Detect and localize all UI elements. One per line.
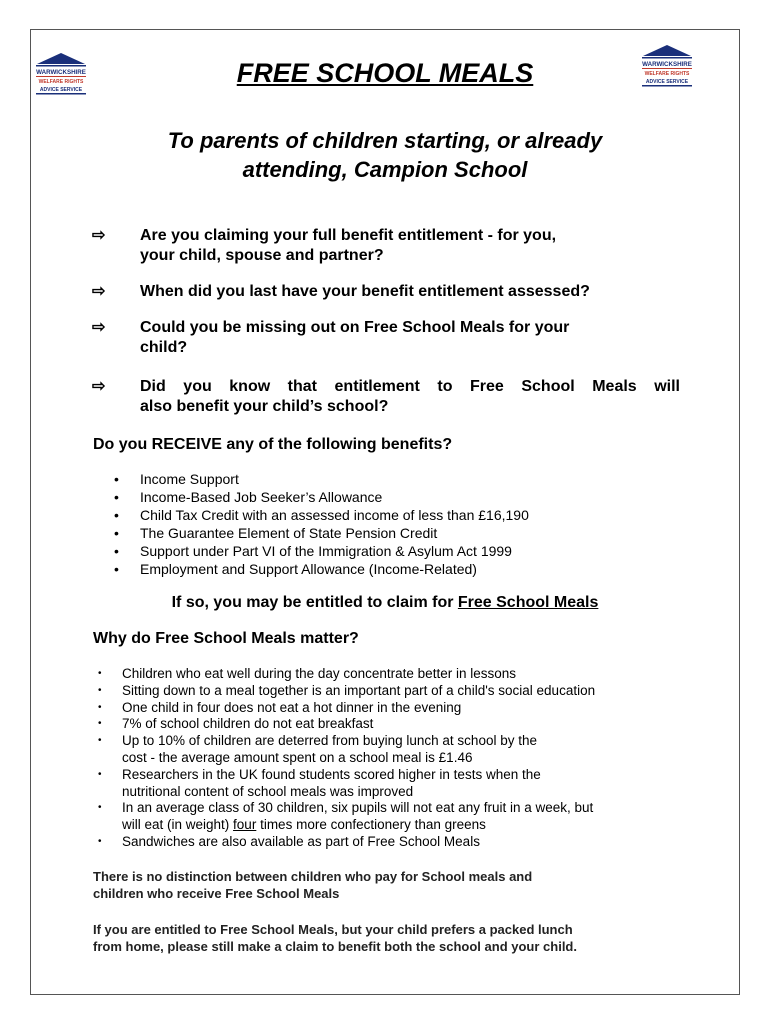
logo-line3: ADVICE SERVICE — [645, 79, 689, 85]
matter-text-part: times more confectionery than greens — [256, 817, 486, 833]
benefits-heading: Do you RECEIVE any of the following benefits? — [93, 436, 453, 453]
question-1-line2: your child, spouse and partner? — [140, 247, 384, 264]
entitled-statement — [0, 594, 770, 612]
note-packed-lunch — [93, 921, 693, 955]
bullet-icon: • — [98, 718, 102, 730]
logo-line3: ADVICE SERVICE — [39, 87, 83, 93]
note-distinction-line2: children who receive Free School Meals — [93, 886, 340, 901]
matter-text-line2: nutritional content of school meals was improved — [122, 783, 414, 799]
list-item — [93, 834, 693, 851]
bullet-icon: • — [98, 684, 102, 696]
bullet-icon: • — [114, 471, 119, 487]
subtitle — [0, 126, 770, 184]
list-item — [93, 716, 693, 733]
bullet-icon: • — [98, 802, 102, 814]
bullet-icon: • — [98, 835, 102, 847]
matter-text: One child in four does not eat a hot dinner in the evening — [122, 699, 462, 715]
matter-text: Sitting down to a meal together is an important part of a child's social education — [122, 682, 596, 698]
benefit-text: Child Tax Credit with an assessed income of less than £16,190 — [140, 507, 529, 523]
page-title: FREE SCHOOL MEALS — [236, 58, 534, 88]
list-item — [93, 800, 693, 834]
logo-line2: WELFARE RIGHTS — [644, 71, 690, 77]
bullet-icon: • — [114, 543, 119, 559]
matter-text: Up to 10% of children are deterred from buying lunch at school by the — [122, 733, 537, 749]
question-4-line2: also benefit your child’s school? — [140, 398, 389, 415]
benefit-text: Employment and Support Allowance (Income-Related) — [140, 561, 477, 577]
logo-line1: WARWICKSHIRE — [642, 61, 692, 68]
matter-text: In an average class of 30 children, six pupils will not eat any fruit in a week, but — [122, 800, 594, 816]
arrow-icon: ⇨ — [92, 227, 106, 244]
list-item — [92, 470, 652, 488]
question-2-line1: When did you last have your benefit entitlement assessed? — [140, 283, 590, 300]
arrow-icon: ⇨ — [92, 319, 106, 336]
matter-text: Children who eat well during the day concentrate better in lessons — [122, 666, 516, 681]
list-item — [93, 683, 693, 700]
matter-text-line2: cost - the average amount spent on a school meal is £1.46 — [122, 749, 473, 765]
question-4-line1: Did you know that entitlement to Free School Meals will — [140, 378, 680, 395]
bullet-icon: • — [114, 489, 119, 505]
matter-text-underlined: four — [233, 817, 257, 833]
note-packed-lunch-line1: If you are entitled to Free School Meals, but your child prefers a packed lunch — [93, 922, 573, 937]
entitled-emphasis: Free School Meals — [457, 594, 599, 611]
matter-text: Researchers in the UK found students scored higher in tests when the — [122, 766, 541, 782]
question-3-line2: child? — [140, 339, 188, 356]
list-item — [93, 733, 693, 767]
question-3-line1: Could you be missing out on Free School Meals for your — [140, 319, 570, 336]
list-item — [93, 700, 693, 717]
matter-text-part: will eat (in weight) — [122, 817, 234, 833]
matter-text: Sandwiches are also available as part of Free School Meals — [122, 833, 480, 849]
subtitle-line1: To parents of children starting, or already — [167, 128, 603, 153]
list-item — [92, 560, 652, 578]
note-packed-lunch-line2: from home, please still make a claim to benefit both the school and your child. — [93, 939, 577, 954]
question-1-line1: Are you claiming your full benefit entitlement - for you, — [140, 227, 557, 244]
bullet-icon: • — [114, 561, 119, 577]
benefit-text: Income Support — [140, 471, 239, 487]
bullet-icon: • — [114, 507, 119, 523]
bullet-icon: • — [114, 525, 119, 541]
matter-list — [93, 666, 693, 851]
list-item — [92, 524, 652, 542]
subtitle-line2: attending, Campion School — [242, 157, 528, 182]
list-item — [93, 767, 693, 801]
matter-heading: Why do Free School Meals matter? — [93, 630, 359, 647]
matter-text-line2 — [122, 817, 693, 834]
logo-line2: WELFARE RIGHTS — [38, 79, 84, 85]
list-item — [92, 488, 652, 506]
benefits-list — [92, 470, 652, 578]
list-item — [92, 542, 652, 560]
list-item — [93, 666, 693, 683]
logo-line1: WARWICKSHIRE — [36, 69, 86, 76]
entitled-prefix: If so, you may be entitled to claim for — [171, 594, 458, 611]
bullet-icon: • — [98, 668, 102, 679]
benefit-text: The Guarantee Element of State Pension Credit — [140, 525, 438, 541]
list-item — [92, 506, 652, 524]
matter-text: 7% of school children do not eat breakfast — [122, 716, 374, 732]
arrow-icon: ⇨ — [92, 378, 106, 395]
benefit-text: Income-Based Job Seeker’s Allowance — [140, 489, 383, 505]
note-distinction-line1: There is no distinction between children who pay for School meals and — [93, 869, 533, 884]
bullet-icon: • — [98, 768, 102, 780]
bullet-icon: • — [98, 701, 102, 713]
arrow-icon: ⇨ — [92, 283, 106, 300]
note-distinction — [93, 868, 693, 902]
benefit-text: Support under Part VI of the Immigration & Asylum Act 1999 — [140, 543, 512, 559]
bullet-icon: • — [98, 735, 102, 747]
